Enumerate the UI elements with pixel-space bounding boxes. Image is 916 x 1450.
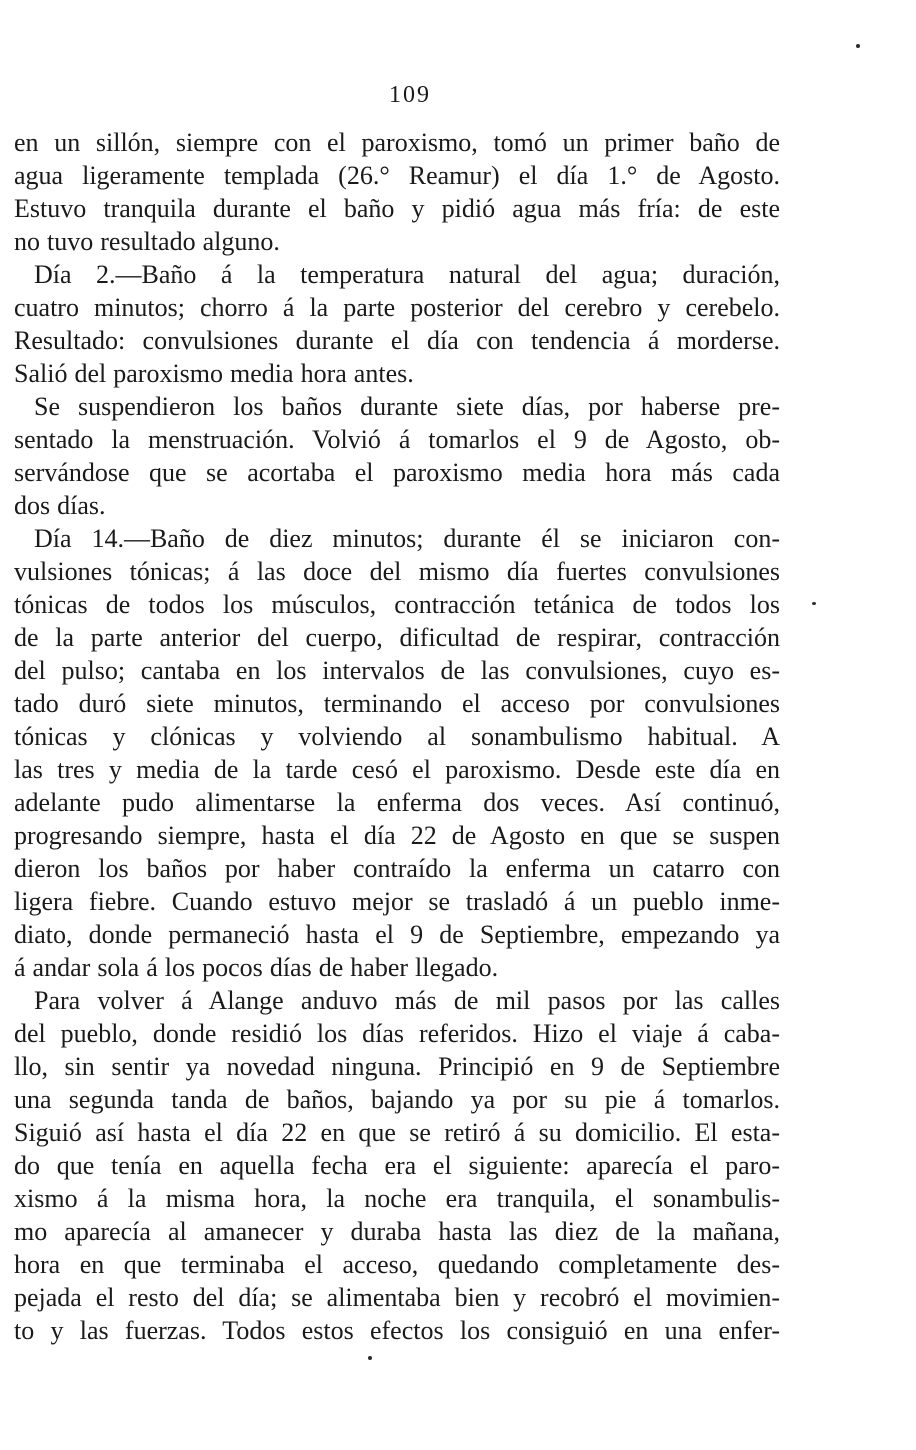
paragraph	[14, 984, 780, 1347]
text-line: xismo á la misma hora, la noche era tranquila, el sonambulis-	[14, 1184, 780, 1213]
text-line: llo, sin sentir ya novedad ninguna. Principió en 9 de Septiembre	[14, 1052, 780, 1081]
text-line: tónicas de todos los músculos, contracción tetánica de todos los	[14, 590, 780, 619]
text-line: vulsiones tónicas; á las doce del mismo día fuertes convulsiones	[14, 557, 780, 586]
text-line: tado duró siete minutos, terminando el acceso por convulsiones	[14, 689, 780, 718]
paragraph	[14, 522, 780, 984]
text-line: una segunda tanda de baños, bajando ya por su pie á tomarlos.	[14, 1085, 780, 1114]
text-line: dieron los baños por haber contraído la enferma un catarro con	[14, 854, 780, 883]
text-line: del pueblo, donde residió los días referidos. Hizo el viaje á caba-	[14, 1019, 780, 1048]
text-line: en un sillón, siempre con el paroxismo, tomó un primer baño de	[14, 128, 780, 157]
text-line: sentado la menstruación. Volvió á tomarlos el 9 de Agosto, ob-	[14, 425, 780, 454]
text-line: Día 14.—Baño de diez minutos; durante él se iniciaron con-	[34, 524, 780, 553]
text-line: hora en que terminaba el acceso, quedando completamente des-	[14, 1250, 780, 1279]
text-line: tónicas y clónicas y volviendo al sonambulismo habitual. A	[14, 722, 780, 751]
text-line: diato, donde permaneció hasta el 9 de Septiembre, empezando ya	[14, 920, 780, 949]
text-line: mo aparecía al amanecer y duraba hasta las diez de la mañana,	[14, 1217, 780, 1246]
text-line: Día 2.—Baño á la temperatura natural del agua; duración,	[34, 260, 780, 289]
text-line: Se suspendieron los baños durante siete días, por haberse pre-	[34, 392, 780, 421]
text-line: Siguió así hasta el día 22 en que se retiró á su domicilio. El esta-	[14, 1118, 780, 1147]
text-line: Resultado: convulsiones durante el día con tendencia á morderse.	[14, 326, 780, 355]
text-line: de la parte anterior del cuerpo, dificultad de respirar, contracción	[14, 623, 780, 652]
paragraph	[14, 390, 780, 522]
scan-speck	[368, 1356, 372, 1360]
text-line: to y las fuerzas. Todos estos efectos los consiguió en una enfer-	[14, 1316, 780, 1345]
paragraph	[14, 126, 780, 258]
text-line: adelante pudo alimentarse la enferma dos veces. Así continuó,	[14, 788, 780, 817]
text-line: á andar sola á los pocos días de haber llegado.	[14, 953, 499, 982]
scan-speck	[856, 44, 860, 48]
text-line: progresando siempre, hasta el día 22 de Agosto en que se suspen	[14, 821, 780, 850]
text-line: las tres y media de la tarde cesó el paroxismo. Desde este día en	[14, 755, 780, 784]
text-line: agua ligeramente templada (26.° Reamur) el día 1.° de Agosto.	[14, 161, 780, 190]
text-line: no tuvo resultado alguno.	[14, 227, 280, 256]
text-line: del pulso; cantaba en los intervalos de las convulsiones, cuyo es-	[14, 656, 780, 685]
text-line: ligera fiebre. Cuando estuvo mejor se trasladó á un pueblo inme-	[14, 887, 780, 916]
page-text	[14, 126, 780, 1347]
text-line: pejada el resto del día; se alimentaba bien y recobró el movimien-	[14, 1283, 780, 1312]
page-number: 109	[389, 82, 431, 108]
text-line: cuatro minutos; chorro á la parte posterior del cerebro y cerebelo.	[14, 293, 780, 322]
text-line: do que tenía en aquella fecha era el siguiente: aparecía el paro-	[14, 1151, 780, 1180]
text-line: servándose que se acortaba el paroxismo media hora más cada	[14, 458, 780, 487]
text-line: Salió del paroxismo media hora antes.	[14, 359, 414, 388]
paragraph	[14, 258, 780, 390]
text-line: Estuvo tranquila durante el baño y pidió agua más fría: de este	[14, 194, 780, 223]
scan-speck	[812, 602, 816, 605]
text-line: dos días.	[14, 491, 106, 520]
text-line: Para volver á Alange anduvo más de mil pasos por las calles	[34, 986, 780, 1015]
